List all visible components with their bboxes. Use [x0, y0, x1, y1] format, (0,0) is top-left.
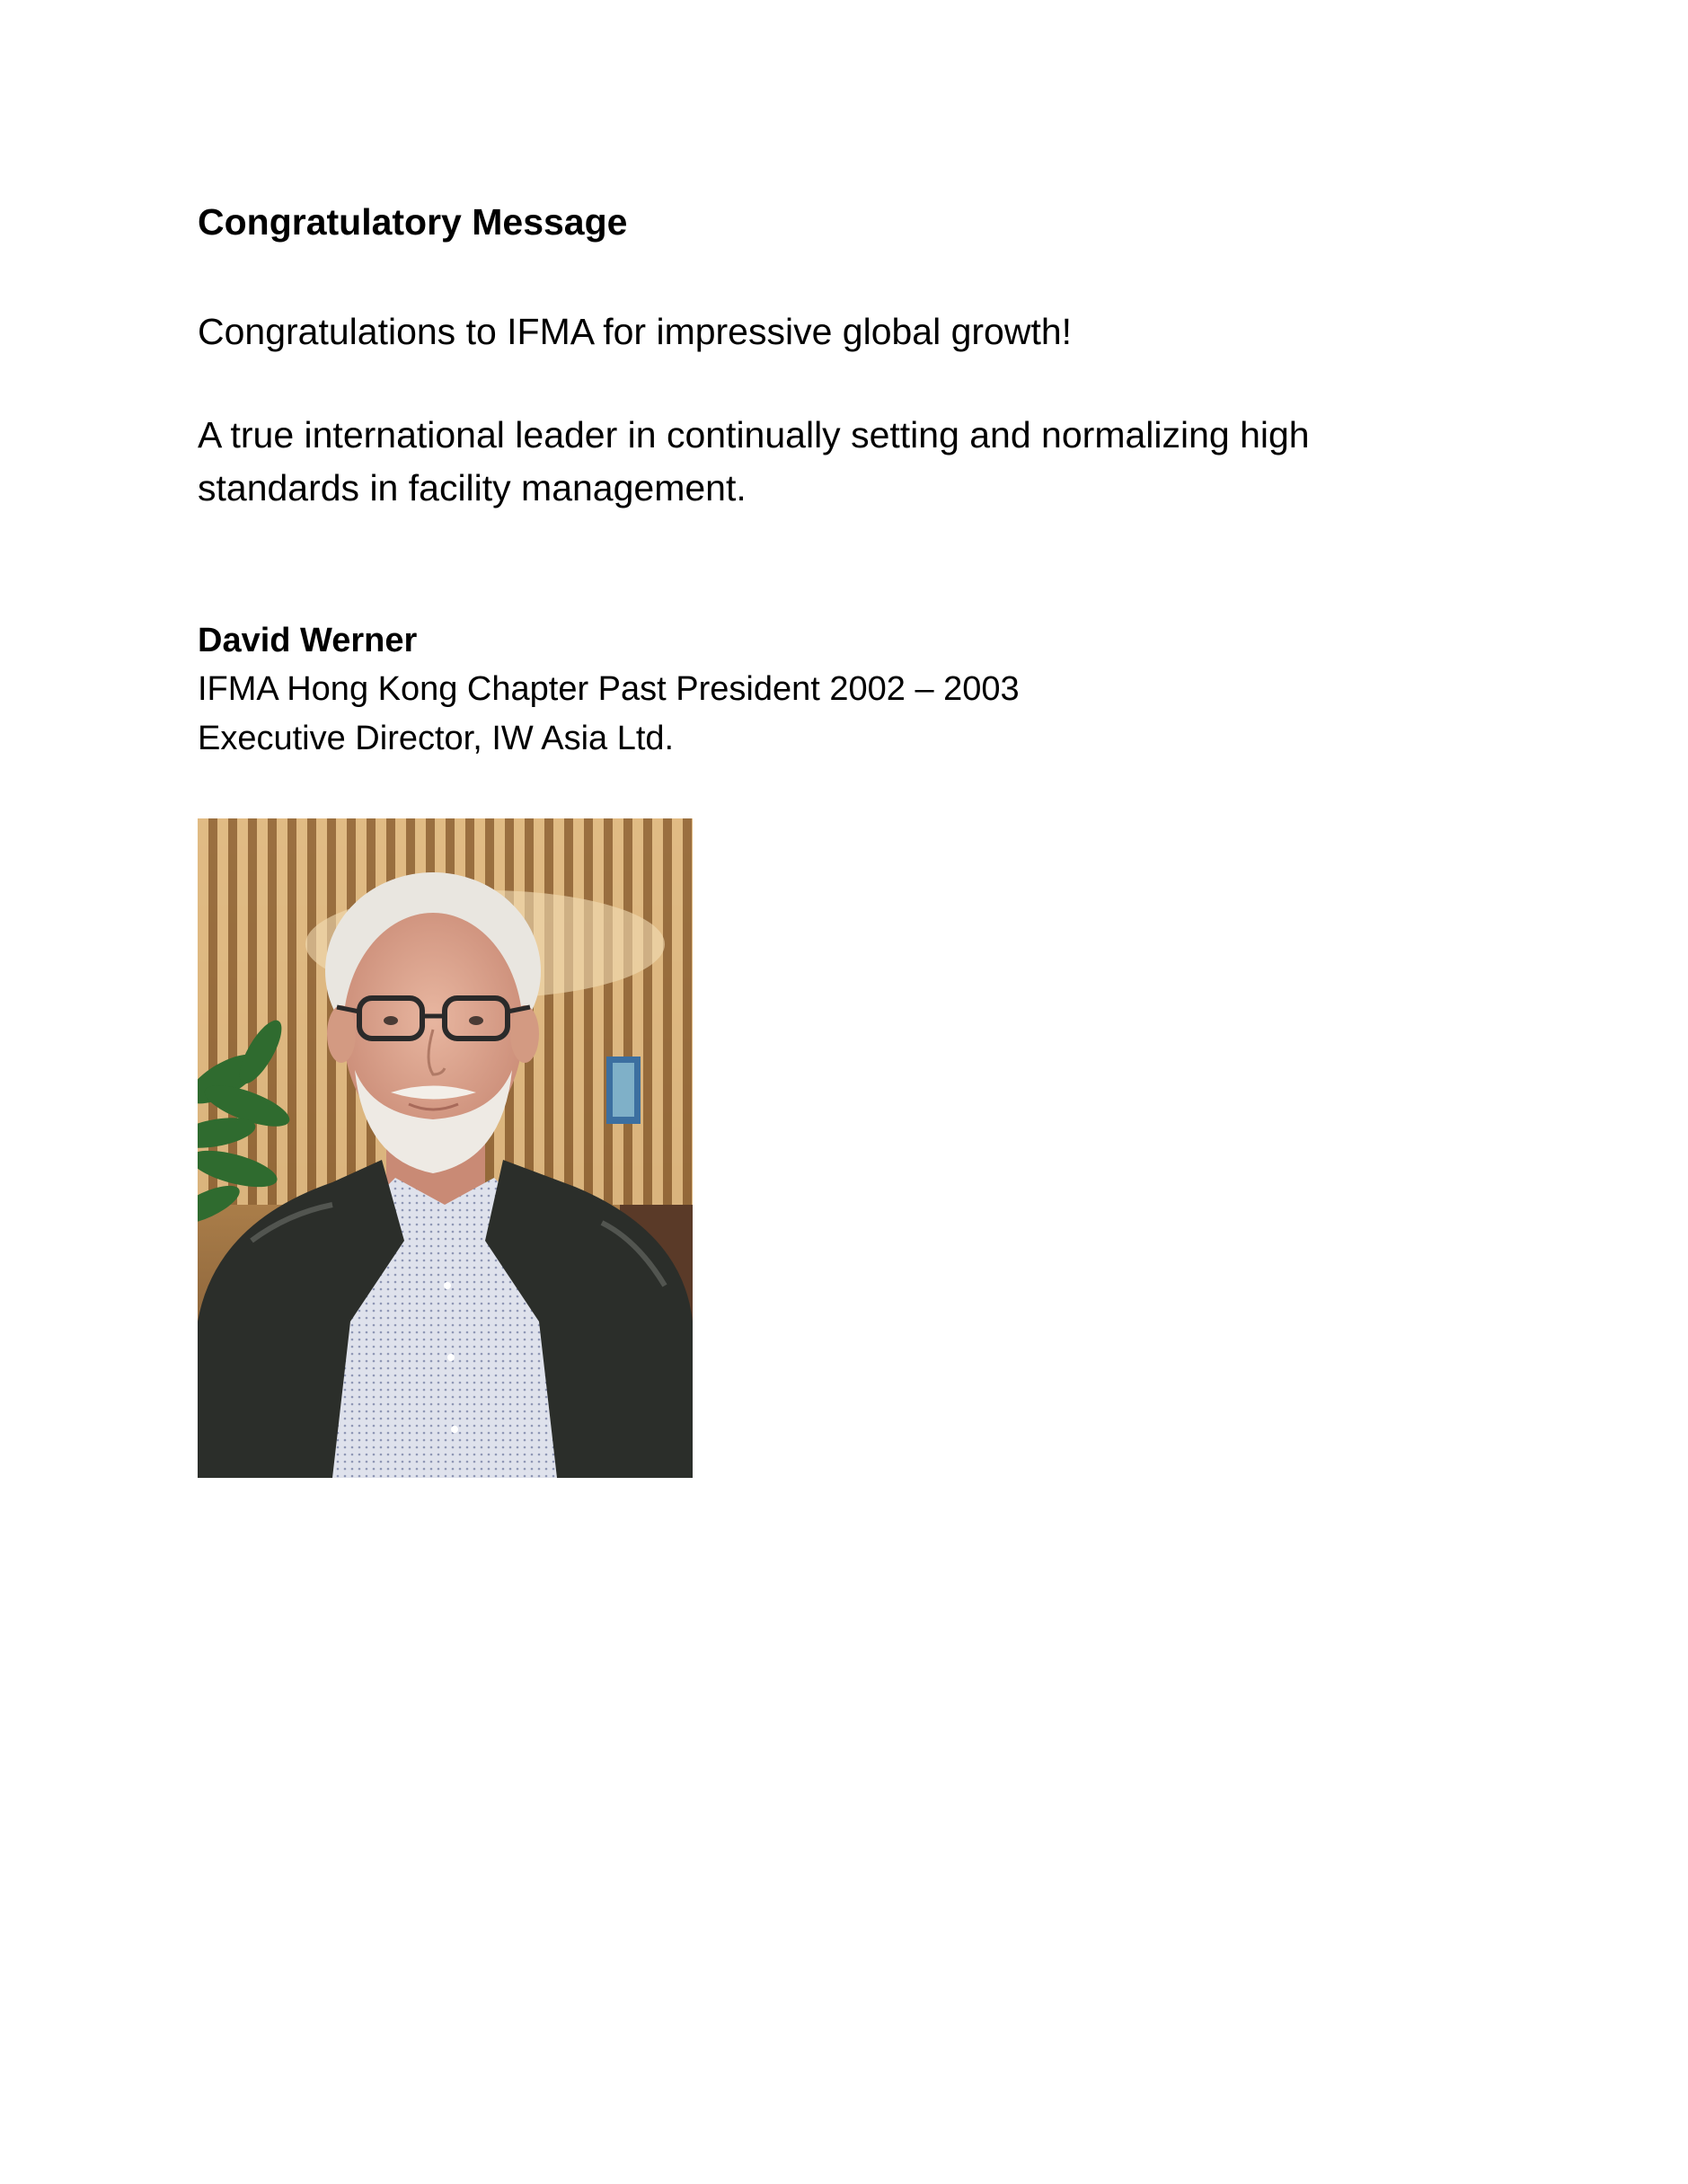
portrait-photo — [198, 818, 693, 1478]
signatory-name: David Werner — [198, 622, 418, 659]
portrait-photo-icon — [198, 818, 693, 1478]
signatory-role: IFMA Hong Kong Chapter Past President 2002 – 2003 — [198, 670, 1020, 708]
signatory-position: Executive Director, IW Asia Ltd. — [198, 720, 675, 757]
message-paragraph-1: Congratulations to IFMA for impressive global growth! — [198, 311, 1073, 352]
page-title: Congratulatory Message — [198, 201, 628, 243]
message-paragraph-2: A true international leader in continually setting and normalizing high standards in facility management. — [198, 414, 1310, 508]
